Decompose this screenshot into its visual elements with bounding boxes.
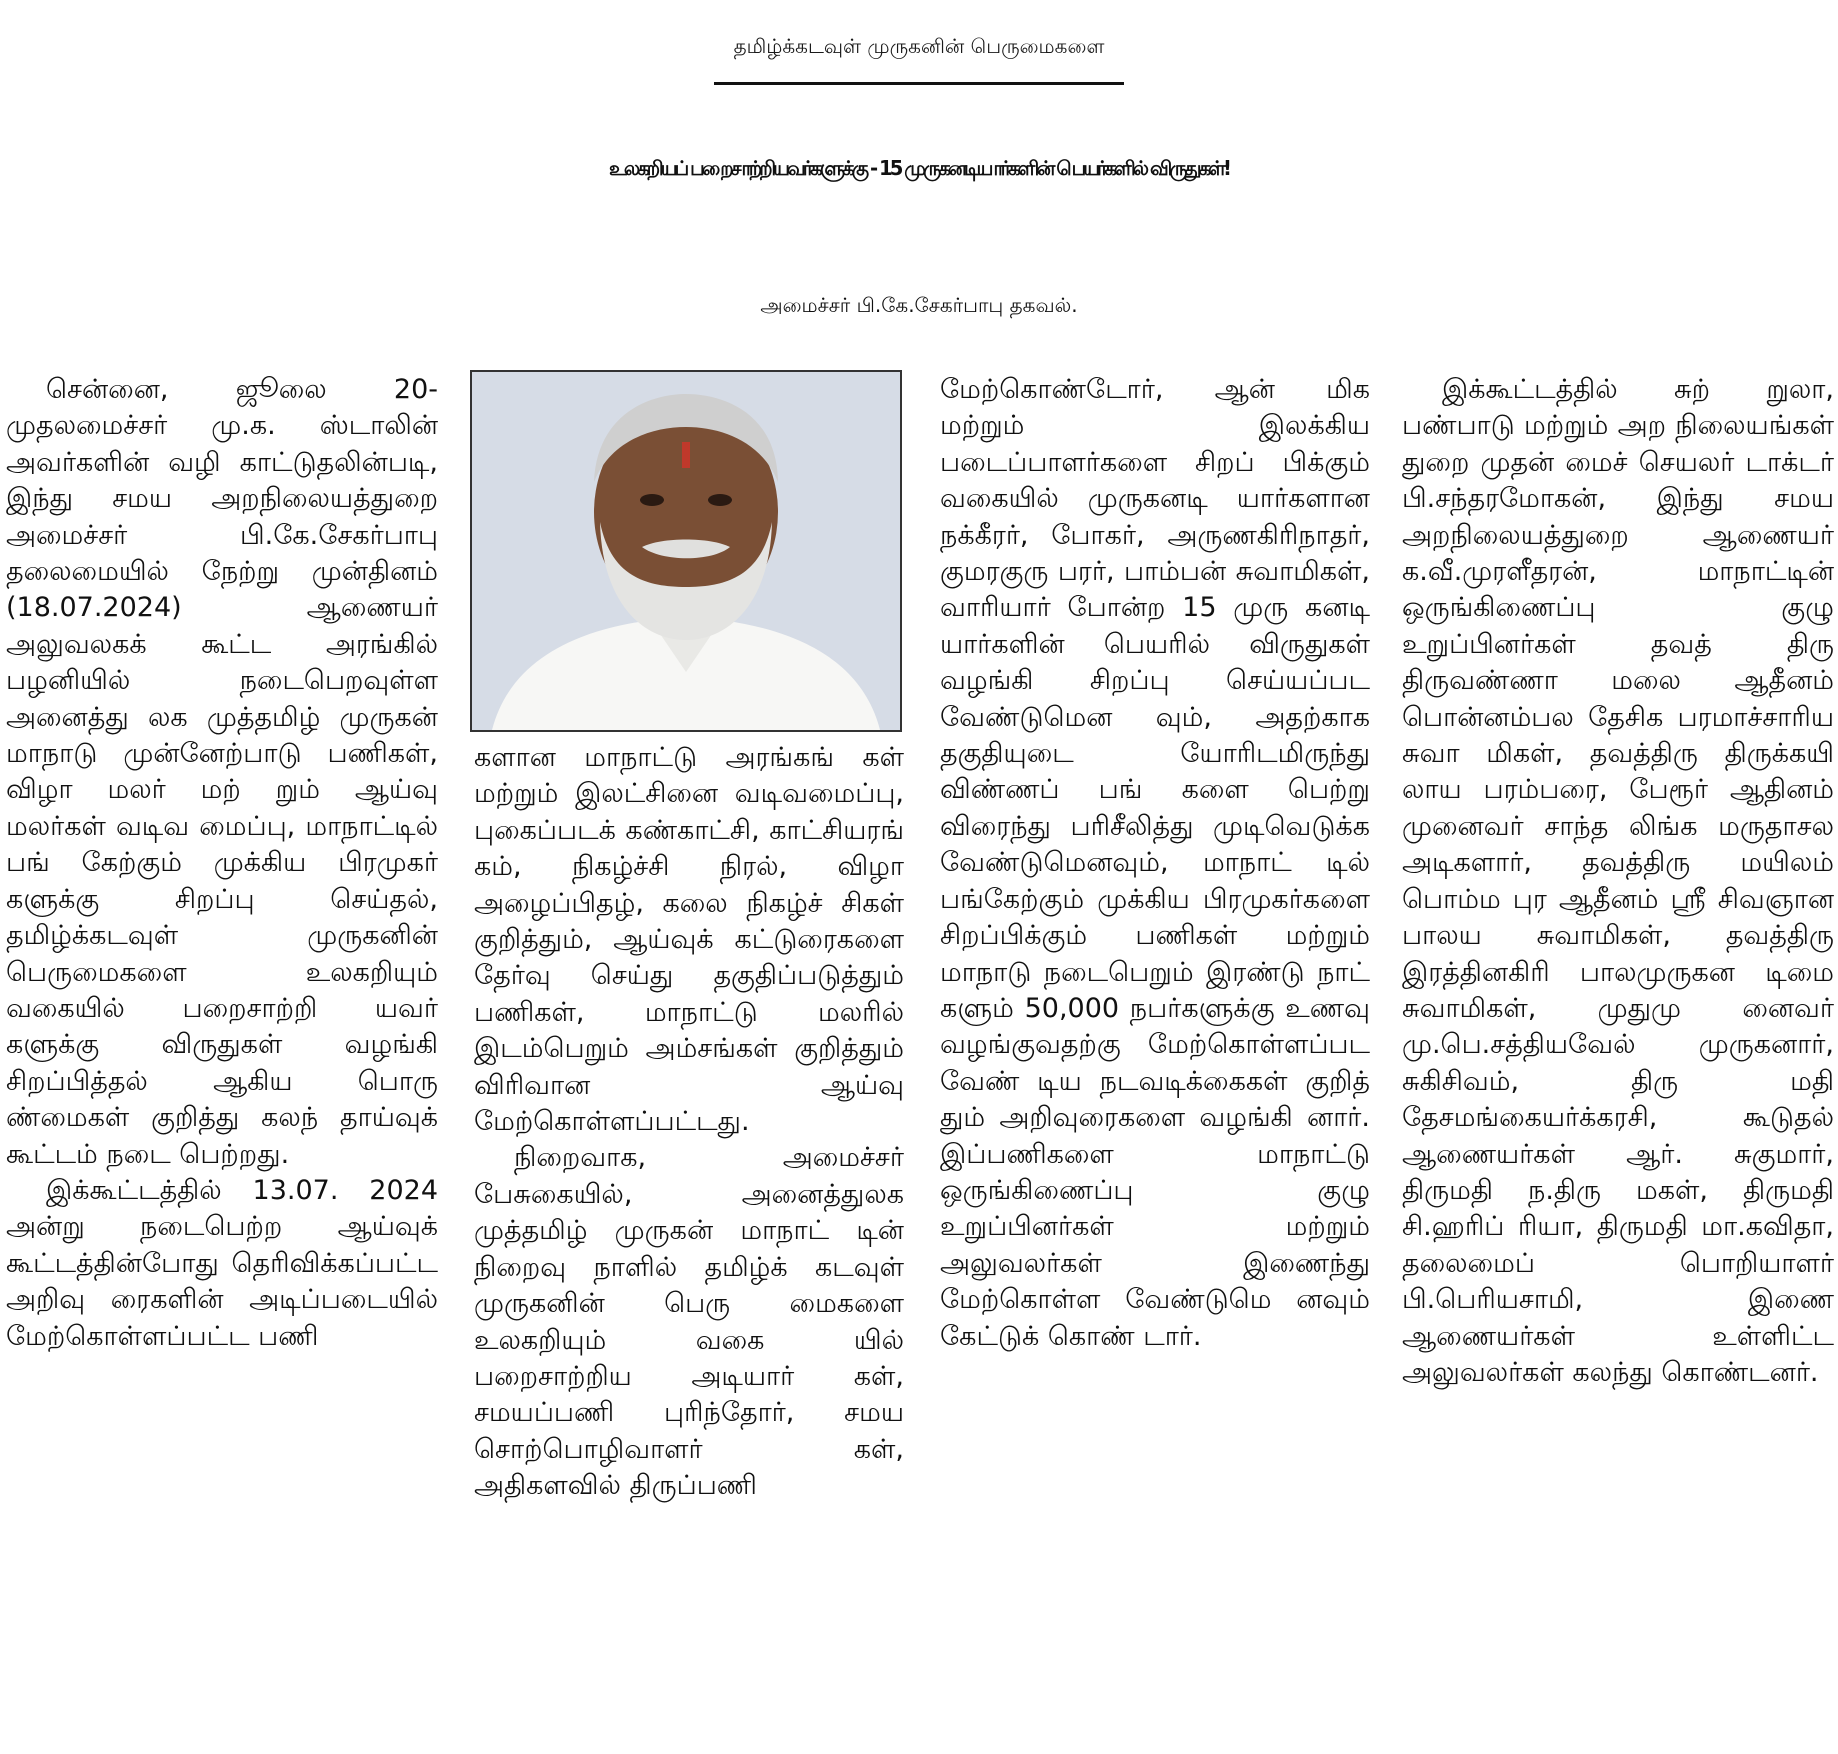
column-1-paragraph-2: இக்கூட்டத்தில் 13.07. 2024 அன்று நடைபெற்ற ஆய்வுக் கூட்டத்தின்போது தெரிவிக்கப்பட்ட அறிவு ரைகளின் அடிப்படையில் மேற்கொள்ளப்பட்ட பணி (6, 1174, 438, 1352)
headline-kicker (0, 10, 1838, 85)
minister-photo (470, 370, 902, 732)
headline-main: உலகறியப் பறைசாற்றியவர்களுக்கு - 15 முருகனடியார்களின் பெயர்களில் விருதுகள்! (609, 156, 1229, 180)
headline-sub: அமைச்சர் பி.கே.சேகர்பாபு தகவல். (760, 293, 1078, 317)
column-2-paragraph-1: களான மாநாட்டு அரங்கங் கள் மற்றும் இலட்சினை வடிவமைப்பு, புகைப்படக் கண்காட்சி, காட்சியரங் கம், நிகழ்ச்சி நிரல், விழா அழைப்பிதழ், கலை நிகழ்ச் சிகள் குறித்தும், ஆய்வுக் கட்டுரைகளை தேர்வு செய்து தகுதிப்படுத்தும் பணிகள், மாநாட்டு மலரில் இடம்பெறும் அம்சங்கள் குறித்தும் விரிவான ஆய்வு மேற்கொள்ளப்பட்டது. (474, 742, 904, 1138)
headline-kicker-text: தமிழ்க்கடவுள் முருகனின் பெருமைகளை (714, 10, 1125, 85)
column-2-paragraph-2: நிறைவாக, அமைச்சர் பேசுகையில், அனைத்துலக முத்தமிழ் முருகன் மாநாட் டின் நிறைவு நாளில் தமிழ்க் கடவுள் முருகனின் பெரு மைகளை உலகறியும் வகை யில் பறைசாற்றிய அடியார் கள், சமயப்பணி புரிந்தோர், சமய சொற்பொழிவாளர் கள், அதிகளவில் திருப்பணி (474, 1142, 904, 1502)
article-column-1 (6, 372, 438, 1355)
column-1-paragraph-1: சென்னை, ஜூலை 20- முதலமைச்சர் மு.க. ஸ்டாலின் அவர்களின் வழி காட்டுதலின்படி, இந்து சமய அறநிலையத்துறை அமைச்சர் பி.கே.சேகர்பாபு தலைமையில் நேற்று முன்தினம் (18.07.2024) ஆணையர் அலுவலகக் கூட்ட அரங்கில் பழனியில் நடைபெறவுள்ள அனைத்து லக முத்தமிழ் முருகன் மாநாடு முன்னேற்பாடு பணிகள், விழா மலர் மற் றும் ஆய்வு மலர்கள் வடிவ மைப்பு, மாநாட்டில் பங் கேற்கும் முக்கிய பிரமுகர் களுக்கு சிறப்பு செய்தல், தமிழ்க்கடவுள் முருகனின் பெருமைகளை உலகறியும் வகையில் பறைசாற்றி யவர் களுக்கு விருதுகள் வழங்கி சிறப்பித்தல் ஆகிய பொரு ண்மைகள் குறித்து கலந் தாய்வுக் கூட்டம் நடை பெற்றது. (6, 374, 438, 1170)
article-column-4 (1402, 372, 1834, 1391)
article-column-2 (474, 740, 904, 1505)
column-4-paragraph-1: இக்கூட்டத்தில் சுற் றுலா, பண்பாடு மற்றும் அற நிலையங்கள் துறை முதன் மைச் செயலர் டாக்டர் பி.சந்தரமோகன், இந்து சமய அறநிலையத்துறை ஆணையர் க.வீ.முரளீதரன், மாநாட்டின் ஒருங்கிணைப்பு குழு உறுப்பினர்கள் தவத் திரு திருவண்ணா மலை ஆதீனம் பொன்னம்பல தேசிக பரமாச்சாரிய சுவா மிகள், தவத்திரு திருக்கயி லாய பரம்பரை, பேரூர் ஆதினம் முனைவர் சாந்த லிங்க மருதாசல அடிகளார், தவத்திரு மயிலம் பொம்ம புர ஆதீனம் ஸ்ரீ சிவஞான பாலய சுவாமிகள், தவத்திரு இரத்தினகிரி பாலமுருகன டிமை சுவாமிகள், முதுமு னைவர் மு.பெ.சத்தியவேல் முருகனார், சுகிசிவம், திரு மதி தேசமங்கையர்க்கரசி, கூடுதல் ஆணையர்கள் ஆர். சுகுமார், திருமதி ந.திரு மகள், திருமதி சி.ஹரிப் ரியா, திருமதி மா.கவிதா, தலைமைப் பொறியாளர் பி.பெரியசாமி, இணை ஆணையர்கள் உள்ளிட்ட அலுவலர்கள் கலந்து கொண்டனர். (1402, 374, 1834, 1388)
minister-portrait-image (472, 372, 900, 730)
column-3-paragraph-1: மேற்கொண்டோர், ஆன் மிக மற்றும் இலக்கிய படைப்பாளர்களை சிறப் பிக்கும் வகையில் முருகனடி யார்களான நக்கீரர், போகர், அருணகிரிநாதர், குமரகுரு பரர், பாம்பன் சுவாமிகள், வாரியார் போன்ற 15 முரு கனடி யார்களின் பெயரில் விருதுகள் வழங்கி சிறப்பு செய்யப்பட வேண்டுமென வும், அதற்காக தகுதியுடை யோரிடமிருந்து விண்ணப் பங் களை பெற்று விரைந்து பரிசீலித்து முடிவெடுக்க வேண்டுமெனவும், மாநாட் டில் பங்கேற்கும் முக்கிய பிரமுகர்களை சிறப்பிக்கும் பணிகள் மற்றும் மாநாடு நடைபெறும் இரண்டு நாட் களும் 50,000 நபர்களுக்கு உணவு வழங்குவதற்கு மேற்கொள்ளப்பட வேண் டிய நடவடிக்கைகள் குறித் தும் அறிவுரைகளை வழங்கி னார். இப்பணிகளை மாநாட்டு ஒருங்கிணைப்பு குழு உறுப்பினர்கள் மற்றும் அலுவலர்கள் இணைந்து மேற்கொள்ள வேண்டுமெ னவும் கேட்டுக் கொண் டார். (940, 374, 1370, 1352)
article-column-3 (940, 372, 1370, 1355)
